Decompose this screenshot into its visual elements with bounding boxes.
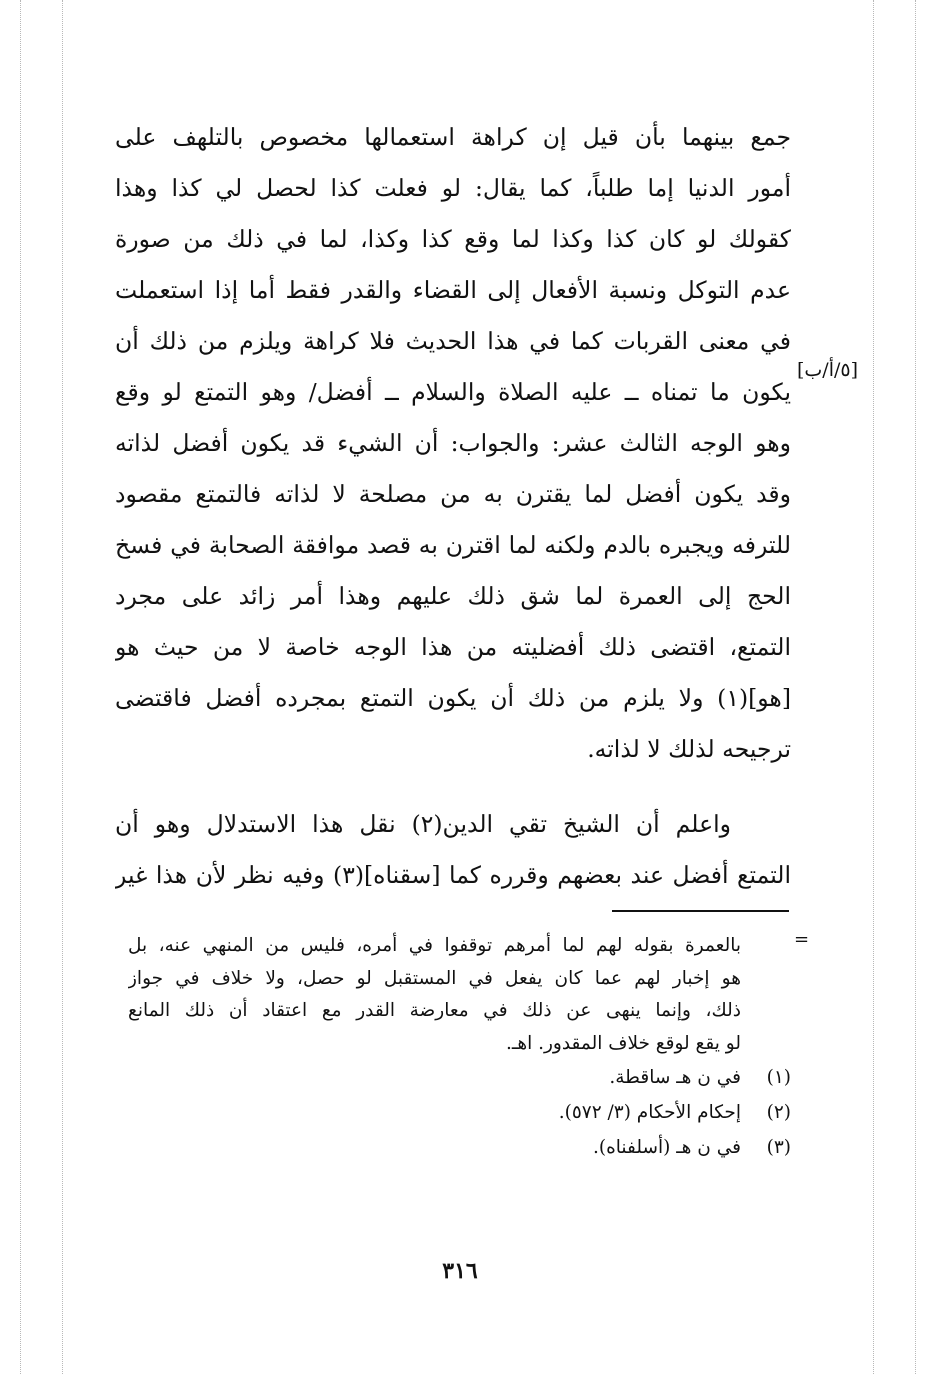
text-line: التمتع أفضل عند بعضهم وقرره كما [سقناه](٣) وفيه نظر لأن هذا غير <box>115 861 791 889</box>
text-line: واعلم أن الشيخ تقي الدين(٢) نقل هذا الاستدلال وهو أن <box>115 810 731 838</box>
footnote-continuation-line: ذلك، وإنما ينهى عن ذلك في معارضة القدر مع اعتقاد أن ذلك المانع <box>128 1000 741 1021</box>
text-line: [هو](١) ولا يلزم من ذلك أن يكون التمتع بمجرده أفضل فاقتضى <box>115 684 791 712</box>
page-number: ٣١٦ <box>442 1258 478 1284</box>
text-line: وهو الوجه الثالث عشر: والجواب: أن الشيء قد يكون أفضل لذاته <box>115 429 791 457</box>
text-line: يكون ما تمناه ــ عليه الصلاة والسلام ــ أفضل/ وهو التمتع لو وقع <box>115 378 791 406</box>
footnote-continuation-line: بالعمرة بقوله لهم لما أمرهم توقفوا في أمره، فليس من المنهي عنه، بل <box>128 935 741 956</box>
footnote-number: (٣) <box>766 1137 791 1158</box>
scan-guide-line <box>915 0 916 1374</box>
text-line: أمور الدنيا إما طلباً، كما يقال: لو فعلت كذا لحصل لي كذا وهذا <box>115 174 791 202</box>
footnote-continuation-mark: = <box>794 929 810 950</box>
footnote-continuation-line: هو إخبار لهم عما كان يفعل في المستقبل لو حصل، ولا خلاف في جواز <box>128 967 741 989</box>
footnote-number: (٢) <box>766 1102 791 1123</box>
footnote-text: في ن هـ (أسلفناه). <box>592 1137 741 1158</box>
scan-guide-line <box>62 0 63 1374</box>
text-line: الحج إلى العمرة لما شق ذلك عليهم وهذا أمر زائد على مجرد <box>115 582 791 610</box>
footnote <box>128 1095 791 1130</box>
text-line: جمع بينهما بأن قيل إن كراهة استعمالها مخصوص بالتلهف على <box>115 123 791 151</box>
scan-guide-line <box>873 0 874 1374</box>
text-line: في معنى القربات كما في هذا الحديث فلا كراهة ويلزم من ذلك أن <box>115 327 791 355</box>
main-text <box>115 112 791 901</box>
footnote-number: (١) <box>766 1067 791 1088</box>
footnote <box>128 1130 791 1165</box>
text-line: للترفه ويجبره بالدم ولكنه لما اقترن به قصد موافقة الصحابة في فسخ <box>115 531 791 559</box>
text-line: التمتع، اقتضى ذلك أفضليته من هذا الوجه خاصة لا من حيث هو <box>115 633 791 661</box>
footnote <box>128 1060 791 1095</box>
footnote-text: إحكام الأحكام (٣/ ٥٧٢). <box>558 1102 741 1123</box>
text-line: ترجيحه لذلك لا لذاته. <box>587 735 791 763</box>
footnote-continuation-line: لو يقع لوقع خلاف المقدور. اهـ. <box>506 1032 741 1054</box>
text-line: كقولك لو كان كذا وكذا لما وقع كذا وكذا، لما في ذلك من صورة <box>115 225 791 253</box>
scan-guide-line <box>20 0 21 1374</box>
margin-manuscript-reference: [٥/أ/ب] <box>797 359 859 381</box>
footnote-text: في ن هـ ساقطة. <box>609 1067 741 1088</box>
text-line: عدم التوكل ونسبة الأفعال إلى القضاء والقدر فقط أما إذا استعملت <box>115 276 791 304</box>
text-line: وقد يكون أفضل لما يقترن به من مصلحة لا لذاته فالتمتع مقصود <box>115 480 791 508</box>
footnotes <box>128 930 791 1165</box>
footnote-separator <box>612 910 789 912</box>
